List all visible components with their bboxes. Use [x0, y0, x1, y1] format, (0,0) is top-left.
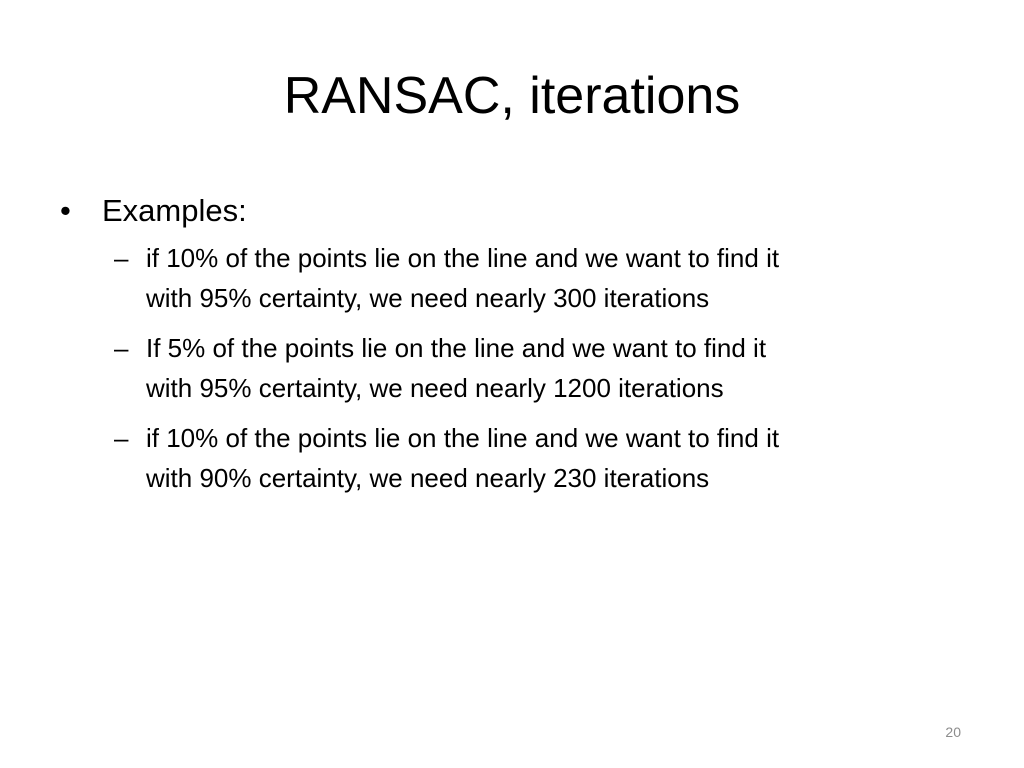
dash-marker: –: [114, 333, 129, 363]
sub-bullet-item: [60, 418, 960, 498]
bullet-marker: •: [60, 193, 71, 228]
sub-bullet-line-2: with 95% certainty, we need nearly 1200 iterations: [146, 373, 724, 403]
sub-bullet-line-2: with 95% certainty, we need nearly 300 iterations: [146, 283, 710, 313]
sub-bullet-line-1: if 10% of the points lie on the line and we want to find it: [146, 243, 780, 273]
bullet-examples: [60, 186, 960, 236]
dash-marker: –: [114, 423, 129, 453]
slide-title: RANSAC, iterations: [283, 67, 741, 125]
sub-bullet-line-1: if 10% of the points lie on the line and we want to find it: [146, 423, 780, 453]
sub-bullet-item: [60, 238, 960, 318]
dash-marker: –: [114, 243, 129, 273]
sub-bullet-list: [60, 238, 960, 498]
sub-bullet-line-1: If 5% of the points lie on the line and we want to find it: [146, 333, 767, 363]
bullet-text: Examples:: [102, 193, 247, 228]
slide-content: [60, 186, 960, 508]
slide-number: 20: [945, 724, 961, 740]
sub-bullet-item: [60, 328, 960, 408]
sub-bullet-line-2: with 90% certainty, we need nearly 230 iterations: [146, 463, 710, 493]
